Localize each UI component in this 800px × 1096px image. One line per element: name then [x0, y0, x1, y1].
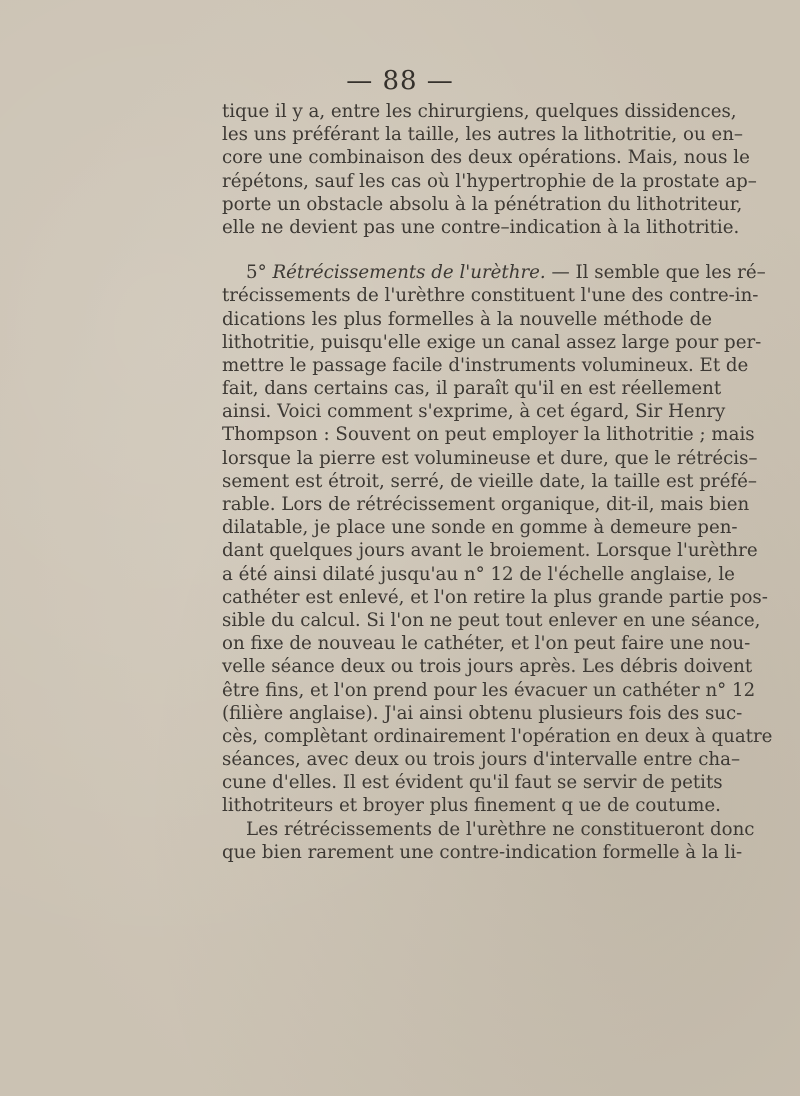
section-number: 5° [246, 262, 273, 284]
text-line: être fins, et l'on prend pour les évacuer un cathéter n° 12 [222, 679, 756, 701]
text-line: Thompson : Souvent on peut employer la lithotritie ; mais [222, 424, 755, 446]
text-line: rable. Lors de rétrécissement organique, dit-il, mais bien [222, 494, 750, 515]
text-line: les uns préférant la taille, les autres la lithotritie, ou en– [222, 124, 744, 146]
text-line: porte un obstacle absolu à la pénétration du lithotriteur, [222, 193, 743, 215]
section-heading-text: — Il semble que les ré– [545, 262, 766, 284]
text-line: lorsque la pierre est volumineuse et dure, que le rétrécis– [222, 447, 758, 469]
text-line: répétons, sauf les cas où l'hypertrophie de la prostate ap– [222, 170, 757, 192]
text-line: dilatable, je place une sonde en gomme à demeure pen- [222, 517, 738, 539]
text-line: trécissements de l'urèthre constituent l'une des contre-in- [222, 285, 759, 307]
text-line: (filière anglaise). J'ai ainsi obtenu plusieurs fois des suc- [222, 702, 743, 724]
section-heading-line [222, 261, 766, 284]
text-line: Les rétrécissements de l'urèthre ne constitueront donc [246, 818, 755, 840]
text-line: séances, avec deux ou trois jours d'intervalle entre cha– [222, 749, 741, 771]
text-line: cathéter est enlevé, et l'on retire la plus grande partie pos- [222, 586, 768, 608]
text-line: ainsi. Voici comment s'exprime, à cet égard, Sir Henry [222, 401, 726, 423]
text-line: cune d'elles. Il est évident qu'il faut se servir de petits [222, 772, 723, 794]
text-line: a été ainsi dilaté jusqu'au n° 12 de l'échelle anglaise, le [222, 563, 735, 585]
text-line: sement est étroit, serré, de vieille date, la taille est préfé– [222, 470, 757, 492]
text-line: dications les plus formelles à la nouvelle méthode de [222, 308, 712, 330]
text-line: tique il y a, entre les chirurgiens, quelques dissidences, [222, 101, 737, 122]
text-line: velle séance deux ou trois jours après. Les débris doivent [222, 656, 753, 678]
text-line: sible du calcul. Si l'on ne peut tout enlever en une séance, [222, 609, 761, 631]
section-title: Rétrécissements de l'urèthre. [272, 262, 546, 284]
text-line: on fixe de nouveau le cathéter, et l'on peut faire une nou- [222, 633, 751, 655]
text-line: dant quelques jours avant le broiement. Lorsque l'urèthre [222, 540, 758, 562]
page-number: — 88 — [346, 66, 454, 96]
text-line: cès, complètant ordinairement l'opération en deux à quatre [222, 725, 773, 747]
paragraph-gap [222, 239, 712, 261]
text-line: elle ne devient pas une contre–indication à la lithotritie. [222, 216, 740, 238]
text-line: mettre le passage facile d'instruments volumineux. Et de [222, 354, 749, 376]
text-line: lithotriteurs et broyer plus finement q ue de coutume. [222, 795, 721, 817]
text-line: que bien rarement une contre-indication formelle à la li- [222, 841, 743, 863]
text-line: lithotritie, puisqu'elle exige un canal assez large pour per- [222, 331, 762, 353]
text-line: fait, dans certains cas, il paraît qu'il en est réellement [222, 378, 722, 400]
text-line: core une combinaison des deux opérations. Mais, nous le [222, 147, 750, 169]
body-text [222, 100, 773, 864]
